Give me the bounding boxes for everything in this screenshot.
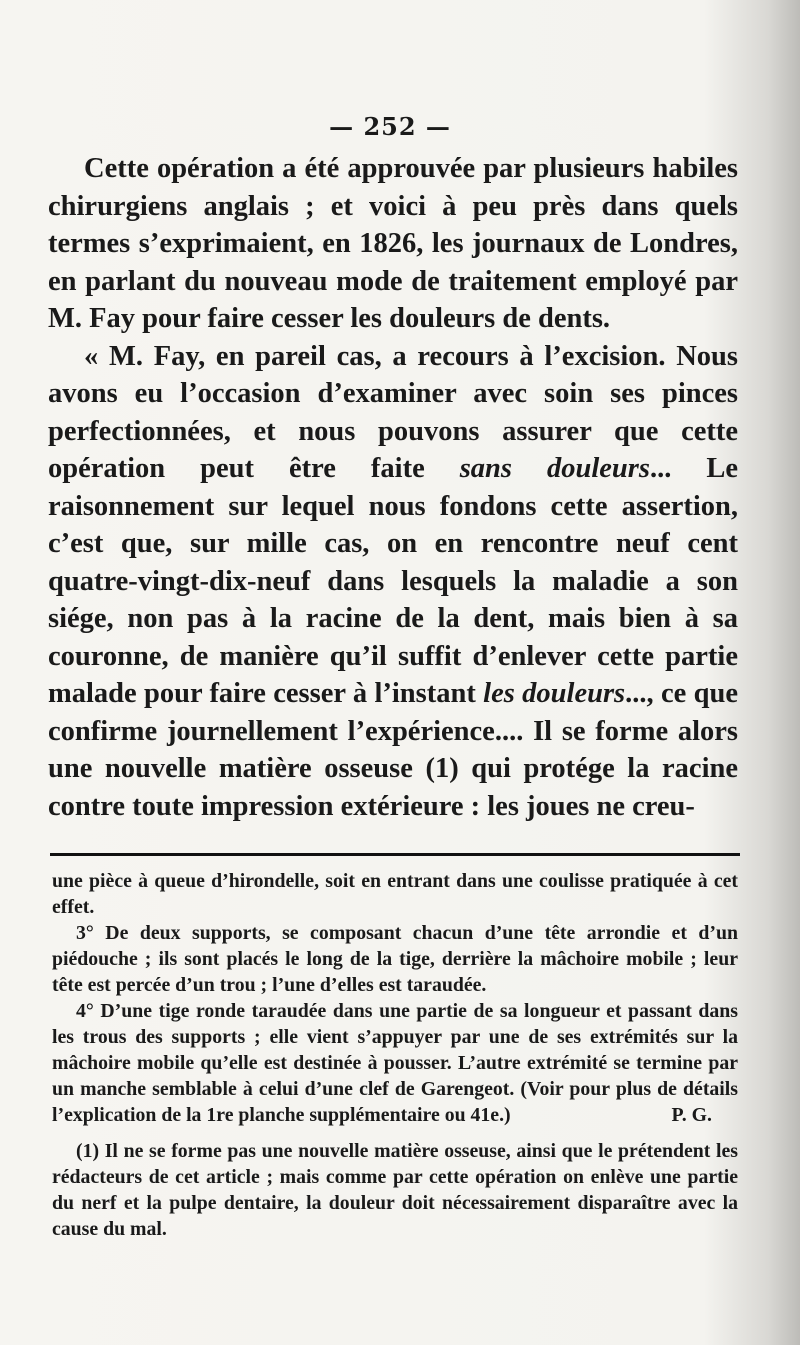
page-number: — 252 — — [329, 112, 451, 141]
italic-phrase: sans douleurs — [459, 453, 650, 484]
italic-phrase: les douleurs — [483, 678, 626, 709]
paragraph-2 — [48, 338, 738, 826]
footnote-divider — [50, 853, 740, 856]
note-item-4: 4° D’une tige ronde taraudée dans une partie de sa longueur et passant dans les trous des supports ; elle vient s’appuyer par une de ses extrémités sur la mâchoire mobile qu’elle est destinée à pousser. L’autre extrémité se termine par un manche semblable à celui d’une clef de Garengeot. (Voir pour plus de détails l’explication de la 1re planche supplémentaire ou 41e.) — [52, 1000, 738, 1126]
paragraph-2-text: ... Le raisonnement sur lequel nous fondons cette assertion, c’est que, sur mille cas, on en rencontre neuf cent quatre-vingt-dix-neuf dans lesquels la maladie a son siége, non pas à la racine de la dent, mais bien à sa couronne, de manière qu’il suffit d’enlever cette partie malade pour faire cesser à l’instant — [48, 453, 738, 709]
paragraph-2-text: ..., ce que confirme journellement l’expérience.... Il se forme alors une nouvelle matière osseuse (1) qui protége la racine contre toute impression extérieure : les joues ne creu- — [48, 678, 738, 822]
note-continuation: une pièce à queue d’hirondelle, soit en entrant dans une coulisse pratiquée à cet effet. — [52, 870, 738, 918]
footnotes — [52, 868, 738, 1242]
paragraph-1: Cette opération a été approuvée par plusieurs habiles chirurgiens anglais ; et voici à peu près dans quels termes s’exprimaient, en 1826, les journaux de Londres, en parlant du nouveau mode de traitement employé par M. Fay pour faire cesser les douleurs de dents. — [48, 153, 738, 334]
note-item-3: 3° De deux supports, se composant chacun d’une tête arrondie et d’un piédouche ; ils sont placés le long de la tige, derrière la mâchoire mobile ; leur tête est percée d’un trou ; l’une d’elles est taraudée. — [52, 922, 738, 996]
paragraph-2-text: « M. Fay, en pareil cas, a recours à l’excision. Nous avons eu l’occasion d’examiner avec soin ses pinces perfectionnées, et nous pouvons assurer que cette opération peut être faite — [48, 340, 738, 484]
note-signature: P. G. — [671, 1104, 712, 1126]
main-text — [48, 150, 738, 825]
footnote-1: (1) Il ne se forme pas une nouvelle matière osseuse, ainsi que le prétendent les rédacteurs de cet article ; mais comme par cette opération on enlève une partie du nerf et la pulpe dentaire, la douleur doit nécessairement disparaître avec la cause du mal. — [52, 1140, 738, 1240]
